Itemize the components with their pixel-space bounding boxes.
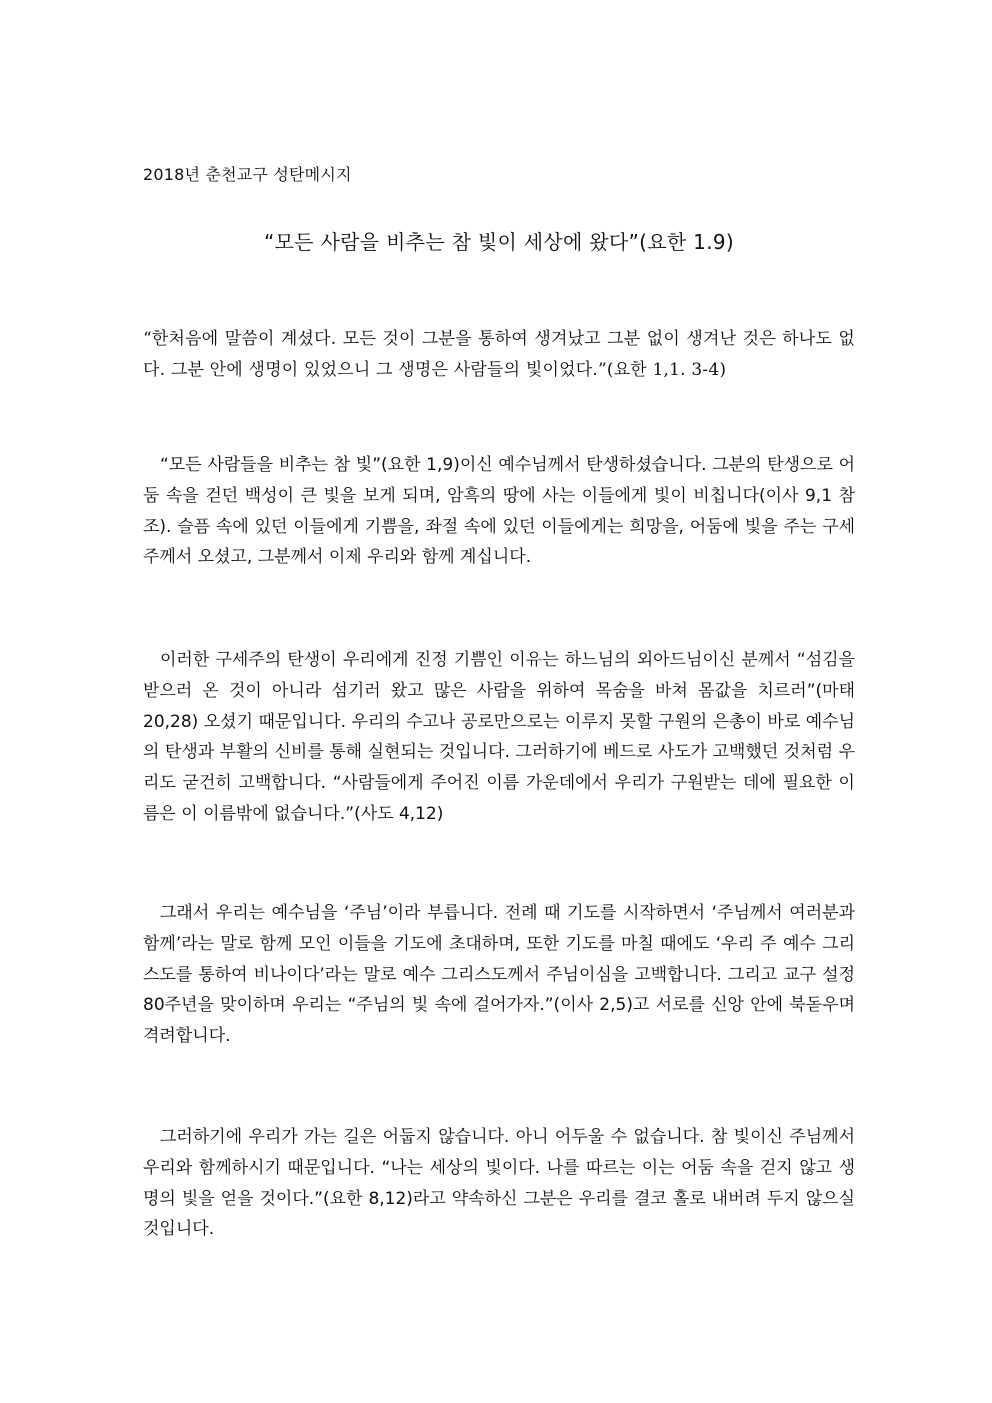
body-paragraph-1: “모든 사람들을 비추는 참 빛”(요한 1,9)이신 예수님께서 탄생하셨습니다. 그분의 탄생으로 어둠 속을 걷던 백성이 큰 빛을 보게 되며, 암흑의 땅에 사는 이들에게 빛이 비칩니다(이사 9,1 참조). 슬픔 속에 있던 이들에게 기쁨을, 좌절 속에 있던 이들에게는 희망을, 어둠에 빛을 주는 구세주께서 오셨고, 그분께서 이제 우리와 함께 계십니다. bbox=[143, 455, 855, 568]
body-paragraph-4: 그러하기에 우리가 가는 길은 어둡지 않습니다. 아니 어두울 수 없습니다. 참 빛이신 주님께서 우리와 함께하시기 때문입니다. “나는 세상의 빛이다. 나를 따르는 이는 어둠 속을 걷지 않고 생명의 빛을 얻을 것이다.”(요한 8,12)라고 약속하신 그분은 우리를 결코 홀로 내버려 두지 않으실 것입니다. bbox=[143, 1127, 855, 1240]
opening-quote: “한처음에 말씀이 계셨다. 모든 것이 그분을 통하여 생겨났고 그분 없이 생겨난 것은 하나도 없다. 그분 안에 생명이 있었으니 그 생명은 사람들의 빛이었다.”(요한 1,1. 3-4) bbox=[143, 329, 855, 380]
document-header: 2018년 춘천교구 성탄메시지 bbox=[143, 165, 352, 184]
document-title: “모든 사람을 비추는 참 빛이 세상에 왔다”(요한 1.9) bbox=[264, 230, 734, 254]
body-paragraph-3: 그래서 우리는 예수님을 ‘주님’이라 부릅니다. 전례 때 기도를 시작하면서 ‘주님께서 여러분과 함께’라는 말로 함께 모인 이들을 기도에 초대하며, 또한 기도를 마칠 때에도 ‘우리 주 예수 그리스도를 통하여 비나이다’라는 말로 예수 그리스도께서 주님이심을 고백합니다. 그리고 교구 설정 80주년을 맞이하며 우리는 “주님의 빛 속에 걸어가자.”(이사 2,5)고 서로를 신앙 안에 북돋우며 격려합니다. bbox=[143, 903, 855, 1047]
body-paragraph-2: 이러한 구세주의 탄생이 우리에게 진정 기쁨인 이유는 하느님의 외아드님이신 분께서 “섬김을 받으러 온 것이 아니라 섬기러 왔고 많은 사람을 위하여 목숨을 바쳐 몸값을 치르러”(마태 20,28) 오셨기 때문입니다. 우리의 수고나 공로만으로는 이루지 못할 구원의 은총이 바로 예수님의 탄생과 부활의 신비를 통해 실현되는 것입니다. 그러하기에 베드로 사도가 고백했던 것처럼 우리도 굳건히 고백합니다. “사람들에게 주어진 이름 가운데에서 우리가 구원받는 데에 필요한 이름은 이 이름밖에 없습니다.”(사도 4,12) bbox=[143, 650, 855, 824]
